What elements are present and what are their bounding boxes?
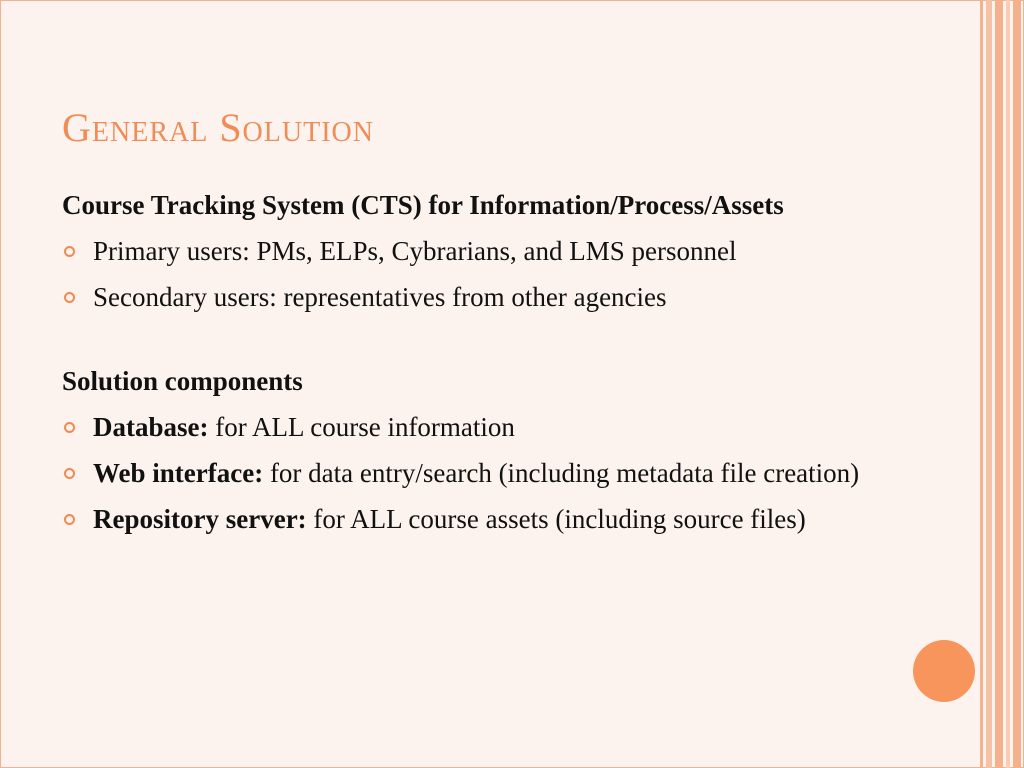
list-item: [62, 408, 892, 446]
section-heading-components: Solution components: [62, 366, 303, 396]
bullet-icon: [64, 246, 75, 257]
list-item: [62, 454, 892, 492]
list-item: [62, 232, 892, 270]
bullet-icon: [64, 292, 75, 303]
decorative-stripe: [980, 0, 983, 768]
bullet-term: Repository server:: [93, 504, 307, 534]
bullet-term: Web interface:: [93, 458, 264, 488]
decorative-stripe: [995, 0, 1003, 768]
bullet-term: Database:: [93, 412, 209, 442]
bullet-text: Primary users: PMs, ELPs, Cybrarians, and LMS personnel: [93, 236, 737, 266]
section-heading-cts: Course Tracking System (CTS) for Information/Process/Assets: [62, 190, 784, 220]
components-bullet-list: [62, 408, 892, 538]
decorative-stripe: [1013, 0, 1021, 768]
bullet-text: for ALL course information: [208, 412, 515, 442]
slide-title: General Solution: [62, 105, 374, 150]
list-item: [62, 278, 892, 316]
bullet-icon: [64, 422, 75, 433]
slide-body: [62, 186, 892, 538]
cts-bullet-list: [62, 232, 892, 316]
decorative-stripe: [1006, 0, 1010, 768]
list-item: [62, 500, 892, 538]
decorative-stripe: [986, 0, 992, 768]
bullet-icon: [64, 514, 75, 525]
bullet-text: for ALL course assets (including source files): [306, 504, 806, 534]
bullet-text: Secondary users: representatives from other agencies: [93, 282, 667, 312]
decorative-circle: [913, 640, 975, 702]
bullet-text: for data entry/search (including metadata file creation): [263, 458, 860, 488]
bullet-icon: [64, 468, 75, 479]
